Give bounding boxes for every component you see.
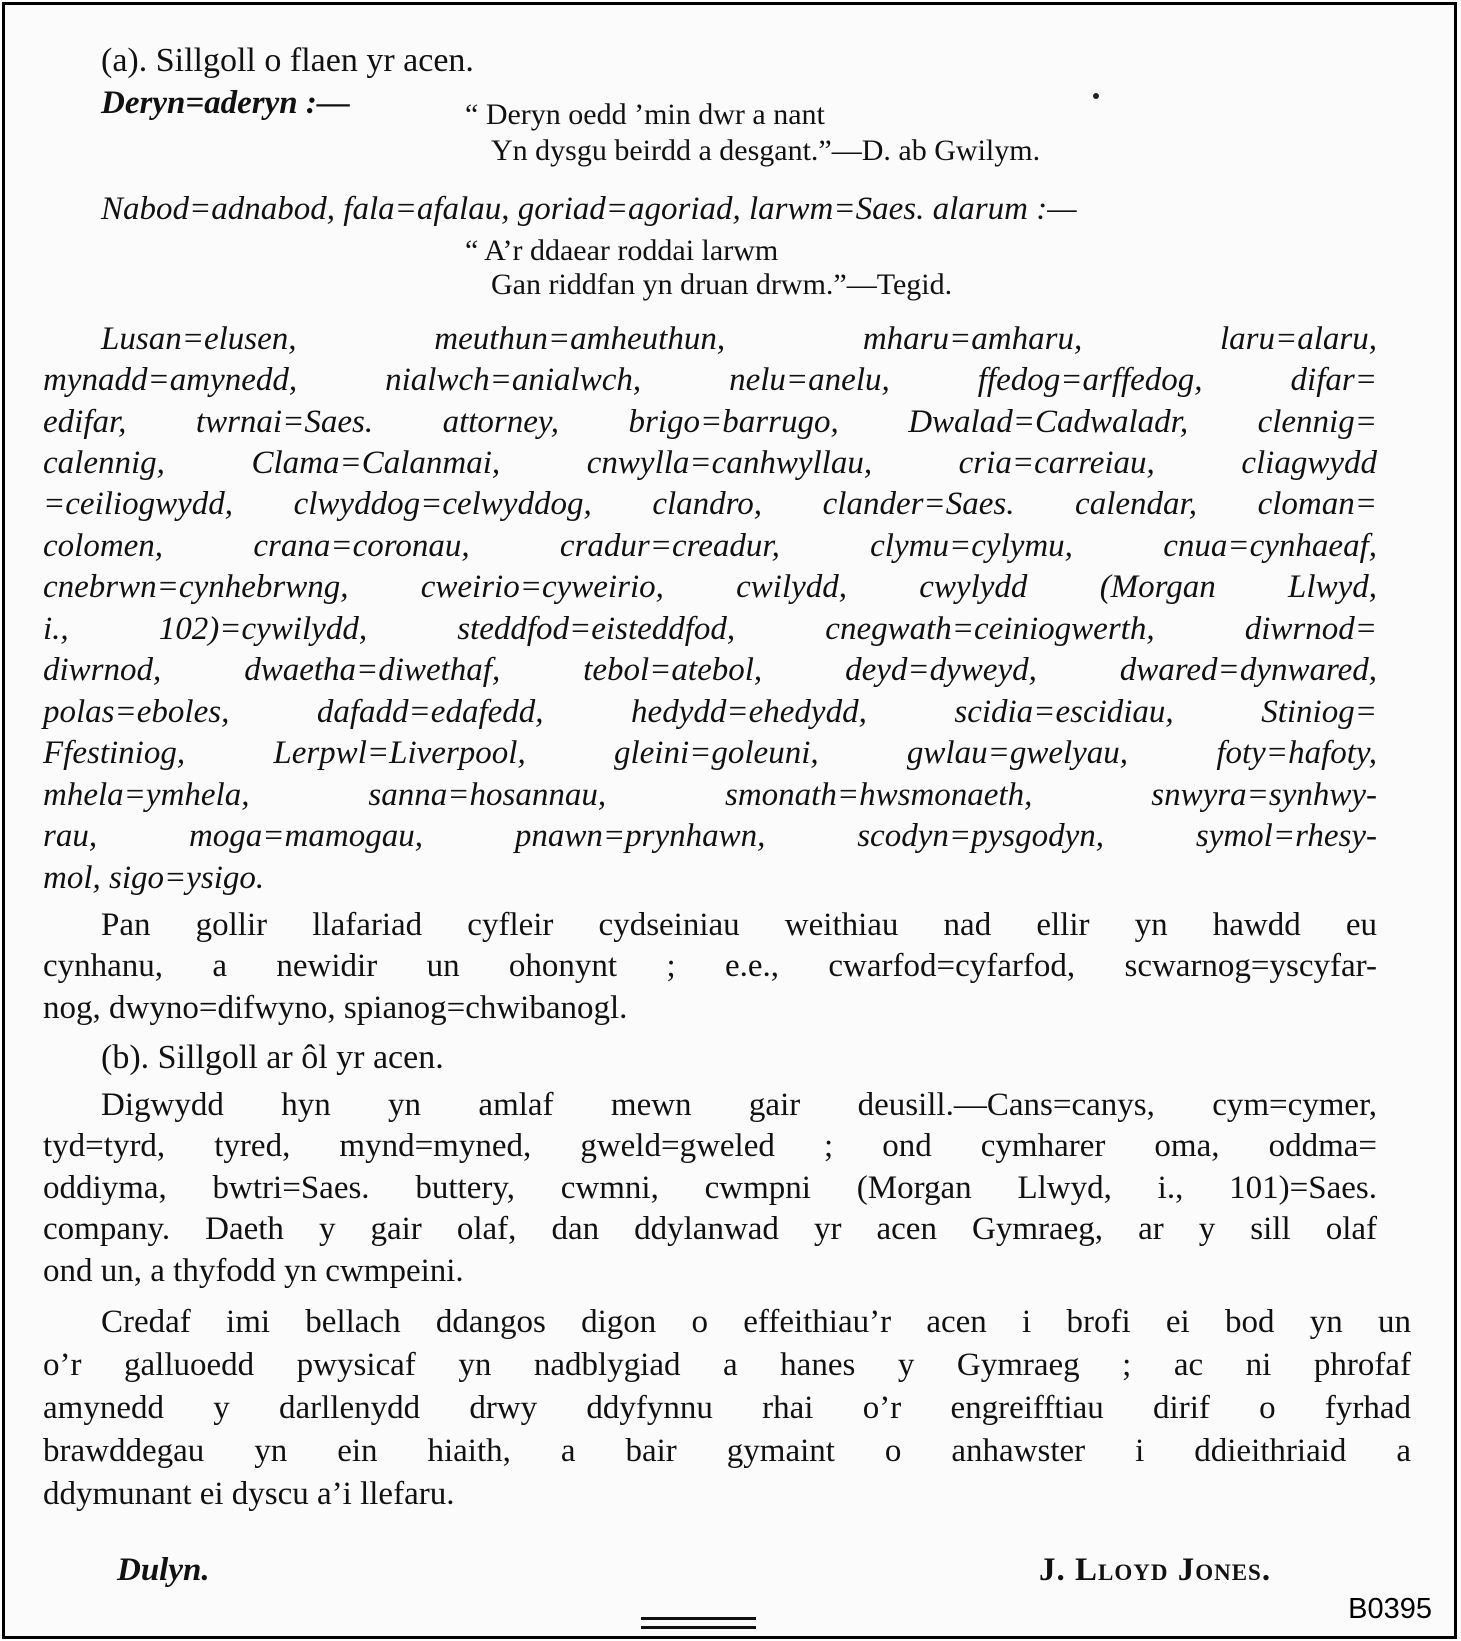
line-nabod: Nabod=adnabod, fala=afalau, goriad=agoriad, larwm=Saes. alarum :— <box>101 191 1077 227</box>
paragraph-line: oddiyma, bwtri=Saes. buttery, cwmni, cwmpni (Morgan Llwyd, i., 101)=Saes. <box>43 1170 1377 1206</box>
section-heading-b: (b). Sillgoll ar ôl yr acen. <box>101 1039 444 1076</box>
closing-rule <box>641 1626 756 1629</box>
word-list-line: diwrnod, dwaetha=diwethaf, tebol=atebol, deyd=dyweyd, dwared=dynwared, <box>43 652 1377 688</box>
paragraph-line: nog, dwyno=difwyno, spianog=chwibanogl. <box>43 990 628 1026</box>
verse-quote-2-line-1: “ A’r ddaear roddai larwm <box>465 234 779 267</box>
word-list-line: mhela=ymhela, sanna=hosannau, smonath=hwsmonaeth, snwyra=synhwy- <box>43 777 1377 813</box>
paragraph-line: tyd=tyrd, tyred, mynd=myned, gweld=gweled ; ond cymharer oma, oddma= <box>43 1128 1377 1164</box>
closing-rule <box>641 1617 756 1620</box>
paragraph-line: company. Daeth y gair olaf, dan ddylanwad yr acen Gymraeg, ar y sill olaf <box>43 1211 1377 1247</box>
document-page <box>2 2 1457 1639</box>
paragraph-line: ond un, a thyfodd yn cwmpeini. <box>43 1253 464 1289</box>
word-list-line: edifar, twrnai=Saes. attorney, brigo=barrugo, Dwalad=Cadwaladr, clennig= <box>43 404 1377 440</box>
paragraph-line: amynedd y darllenydd drwy ddyfynnu rhai o’r engreifftiau dirif o fyrhad <box>43 1390 1411 1426</box>
paragraph-line: cynhanu, a newidir un ohonynt ; e.e., cwarfod=cyfarfod, scwarnog=yscyfar- <box>43 948 1377 984</box>
archive-code: B0395 <box>1348 1593 1432 1625</box>
word-list-line: cnebrwn=cynhebrwng, cweirio=cyweirio, cwilydd, cwylydd (Morgan Llwyd, <box>43 569 1377 605</box>
word-list-line: mol, sigo=ysigo. <box>43 860 265 896</box>
signoff-author: J. Lloyd Jones. <box>1039 1552 1272 1588</box>
signoff-place: Dulyn. <box>117 1552 210 1588</box>
section-heading-a: (a). Sillgoll o flaen yr acen. <box>101 42 474 79</box>
paragraph-line: Pan gollir llafariad cyfleir cydseiniau weithiau nad ellir yn hawdd eu <box>101 907 1377 943</box>
word-list-line: =ceiliogwydd, clwyddog=celwyddog, clandro, clander=Saes. calendar, cloman= <box>43 486 1377 522</box>
word-list-line: Lusan=elusen, meuthun=amheuthun, mharu=amharu, laru=alaru, <box>101 321 1377 357</box>
word-list-line: mynadd=amynedd, nialwch=anialwch, nelu=anelu, ffedog=arffedog, difar= <box>43 362 1377 398</box>
paragraph-line: Credaf imi bellach ddangos digon o effeithiau’r acen i brofi ei bod yn un <box>101 1304 1411 1340</box>
print-speck <box>1093 93 1099 99</box>
paragraph-line: Digwydd hyn yn amlaf mewn gair deusill.—Cans=canys, cym=cymer, <box>101 1087 1377 1123</box>
word-list-line: i., 102)=cywilydd, steddfod=eisteddfod, cnegwath=ceiniogwerth, diwrnod= <box>43 611 1377 647</box>
line-deryn: Deryn=aderyn :— <box>101 85 350 121</box>
verse-quote-1-line-1: “ Deryn oedd ’min dwr a nant <box>465 98 825 131</box>
verse-quote-1-line-2: Yn dysgu beirdd a desgant.”—D. ab Gwilym. <box>491 134 1041 167</box>
paragraph-line: ddymunant ei dyscu a’i llefaru. <box>43 1476 455 1512</box>
word-list-line: polas=eboles, dafadd=edafedd, hedydd=ehedydd, scidia=escidiau, Stiniog= <box>43 694 1377 730</box>
paragraph-line: o’r galluoedd pwysicaf yn nadblygiad a hanes y Gymraeg ; ac ni phrofaf <box>43 1347 1411 1383</box>
word-list-line: colomen, crana=coronau, cradur=creadur, clymu=cylymu, cnua=cynhaeaf, <box>43 528 1377 564</box>
word-list-line: calennig, Clama=Calanmai, cnwylla=canhwyllau, cria=carreiau, cliagwydd <box>43 445 1377 481</box>
word-list-line: rau, moga=mamogau, pnawn=prynhawn, scodyn=pysgodyn, symol=rhesy- <box>43 818 1377 854</box>
paragraph-line: brawddegau yn ein hiaith, a bair gymaint o anhawster i ddieithriaid a <box>43 1433 1411 1469</box>
verse-quote-2-line-2: Gan riddfan yn druan drwm.”—Tegid. <box>491 268 953 301</box>
word-list-line: Ffestiniog, Lerpwl=Liverpool, gleini=goleuni, gwlau=gwelyau, foty=hafoty, <box>43 735 1377 771</box>
